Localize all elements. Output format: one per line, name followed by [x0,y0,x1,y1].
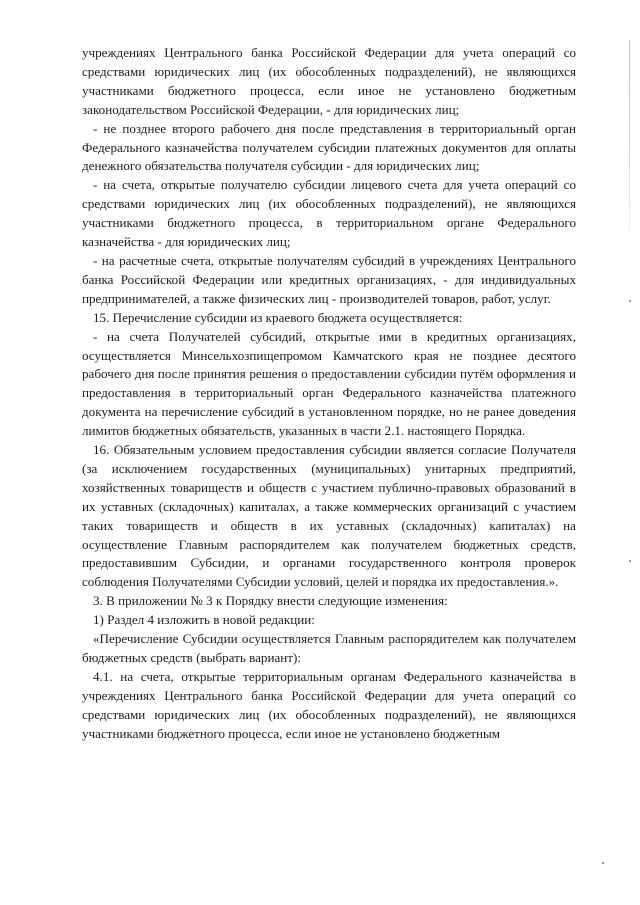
paragraph-11: 4.1. на счета, открытые территориальным органам Федерального казначейства в учреждениях Центрального банка Российской Федерации для учета операций со средствами юридических лиц (их обособленных подразделений), не являющихся участниками бюджетного процесса, если иное не установлено бюджетным [82,668,576,741]
paragraph-8: 3. В приложении № 3 к Порядку внести следующие изменения: [93,593,448,609]
paragraph-3: - на счета, открытые получателю субсидии лицевого счета для учета операций со средствами юридических лиц (их обособленных подразделений), не являющихся участниками бюджетного процесса, в территориальном органе Федерального казначейства - для юридических лиц; [82,177,576,250]
paragraph-7: 16. Обязательным условием предоставления субсидии является согласие Получателя (за исключением государственных (муниципальных) унитарных предприятий, хозяйственных товариществ и обществ с участием публично-правовых образований в их уставных (складочных) капиталах, а также коммерческих организаций с участием таких товариществ и обществ в их уставных (складочных) капиталах) на осуществление Главным распорядителем как получателем бюджетных средств, предоставившим Субсидии, и органами государственного контроля проверок соблюдения Получателями Субсидии условий, целей и порядка их предоставления.». [82,442,576,590]
scan-speck [629,560,631,562]
scan-speck [602,862,604,864]
paragraph-5: 15. Перечисление субсидии из краевого бюджета осуществляется: [93,309,463,325]
paragraph-4: - на расчетные счета, открытые получателям субсидий в учреждениях Центрального банка Российской Федерации или кредитных организациях, - для индивидуальных предпринимателей, а также физических лиц - производителей товаров, работ, услуг. [82,252,576,306]
scan-edge-mark [629,40,630,230]
paragraph-1: учреждениях Центрального банка Российской Федерации для учета операций со средствами юридических лиц (их обособленных подразделений), не являющихся участниками бюджетного процесса, если иное не установлено бюджетным законодательством Российской Федерации, - для юридических лиц; [82,45,576,117]
paragraph-9: 1) Раздел 4 изложить в новой редакции: [93,612,315,628]
paragraph-10: «Перечисление Субсидии осуществляется Главным распорядителем как получателем бюджетных средств (выбрать вариант): [82,631,576,665]
scan-speck [629,300,631,302]
paragraph-2: - не позднее второго рабочего дня после представления в территориальный орган Федерального казначейства получателем субсидии платежных документов для оплаты денежного обязательства получателя субсидии - для юридических лиц; [82,120,576,174]
paragraph-6: - на счета Получателей субсидий, открытые ими в кредитных организациях, осуществляется Минсельхозпищепромом Камчатского края не позднее десятого рабочего дня после принятия решения о предоставлении субсидии путём оформления и предоставления в территориальный орган Федерального казначейства платежного документа на перечисление субсидий в установленном порядке, но не ранее доведения лимитов бюджетных обязательств, указанных в части 2.1. настоящего Порядка. [82,328,576,439]
document-body [82,44,576,744]
